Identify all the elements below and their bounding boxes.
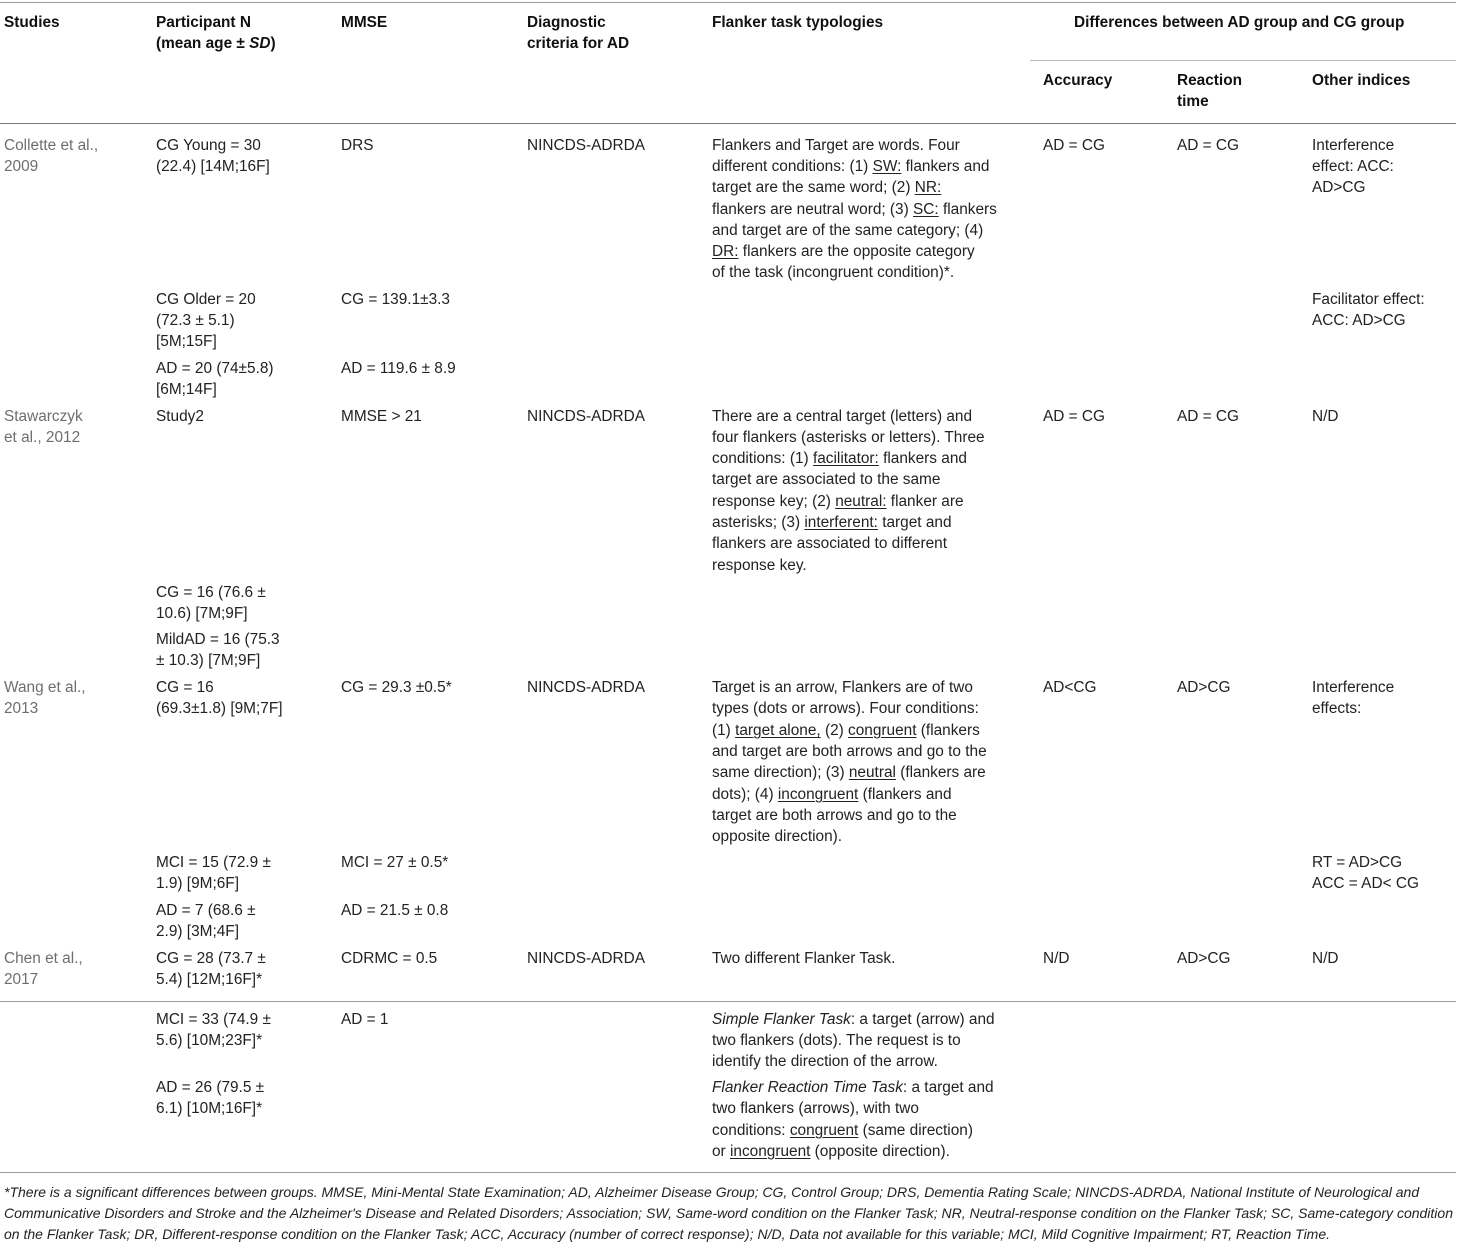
task-line: and target are of the same category; (4) — [712, 222, 984, 239]
participant-cell: CG Young = 30 — [156, 137, 261, 154]
other-cell: RT = AD>CG — [1312, 854, 1403, 871]
participant-cell: ± 10.3) [7M;9F] — [156, 652, 261, 669]
header-reaction-2: time — [1177, 93, 1209, 110]
task-line: or incongruent (opposite direction). — [712, 1143, 950, 1160]
task-line: types (dots or arrows). Four conditions: — [712, 700, 979, 717]
participant-cell: (72.3 ± 5.1) — [156, 312, 235, 329]
participant-cell: (69.3±1.8) [9M;7F] — [156, 700, 283, 717]
study-wang: Wang et al., — [4, 679, 86, 696]
participant-cell: Study2 — [156, 408, 204, 425]
task-line: target are both arrows and go to the — [712, 807, 957, 824]
header-participant: Participant N — [156, 14, 251, 31]
participant-cell: MildAD = 16 (75.3 — [156, 631, 280, 648]
task-line: response key. — [712, 557, 807, 574]
row-divider — [0, 1001, 1456, 1002]
participant-cell: (22.4) [14M;16F] — [156, 158, 270, 175]
other-cell: effect: ACC: — [1312, 158, 1394, 175]
criteria-cell: NINCDS-ADRDA — [527, 408, 645, 425]
accuracy-cell: AD = CG — [1043, 408, 1106, 425]
other-cell: N/D — [1312, 950, 1339, 967]
participant-cell: 2.9) [3M;4F] — [156, 923, 239, 940]
task-line: four flankers (asterisks or letters). Three — [712, 429, 985, 446]
mmse-cell: MCI = 27 ± 0.5* — [341, 854, 449, 871]
task-line: identify the direction of the arrow. — [712, 1053, 938, 1070]
study-wang-year: 2013 — [4, 700, 39, 717]
other-cell: effects: — [1312, 700, 1362, 717]
participant-cell: 5.6) [10M;23F]* — [156, 1032, 263, 1049]
mmse-cell: DRS — [341, 137, 374, 154]
participant-cell: CG = 16 (76.6 ± — [156, 584, 266, 601]
task-line: Two different Flanker Task. — [712, 950, 896, 967]
task-line: conditions: (1) facilitator: flankers and — [712, 450, 967, 467]
header-mmse: MMSE — [341, 14, 388, 31]
criteria-cell: NINCDS-ADRDA — [527, 137, 645, 154]
task-line: target are associated to the same — [712, 471, 941, 488]
header-other: Other indices — [1312, 72, 1411, 89]
participant-cell: CG = 28 (73.7 ± — [156, 950, 266, 967]
other-cell: Interference — [1312, 137, 1395, 154]
mmse-cell: CG = 139.1±3.3 — [341, 291, 450, 308]
participant-cell: 1.9) [9M;6F] — [156, 875, 239, 892]
study-collette: Collette et al., — [4, 137, 99, 154]
participant-cell: 5.4) [12M;16F]* — [156, 971, 263, 988]
other-cell: ACC: AD>CG — [1312, 312, 1406, 329]
other-cell: Interference — [1312, 679, 1395, 696]
header-differences: Differences between AD group and CG group — [1074, 14, 1405, 31]
accuracy-cell: N/D — [1043, 950, 1070, 967]
other-cell: ACC = AD< CG — [1312, 875, 1419, 892]
participant-cell: CG Older = 20 — [156, 291, 256, 308]
rt-cell: AD = CG — [1177, 137, 1240, 154]
task-line: DR: flankers are the opposite category — [712, 243, 975, 260]
study-chen: Chen et al., — [4, 950, 83, 967]
task-line: target are the same word; (2) NR: — [712, 179, 942, 196]
participant-cell: CG = 16 — [156, 679, 214, 696]
task-line: Simple Flanker Task: a target (arrow) and — [712, 1011, 995, 1028]
task-line: Target is an arrow, Flankers are of two — [712, 679, 973, 696]
subheader-rule — [1030, 60, 1456, 61]
participant-cell: 6.1) [10M;16F]* — [156, 1100, 263, 1117]
header-flanker: Flanker task typologies — [712, 14, 884, 31]
task-line: conditions: congruent (same direction) — [712, 1122, 973, 1139]
participant-cell: [6M;14F] — [156, 381, 217, 398]
header-bottom-rule — [0, 123, 1456, 124]
participant-cell: MCI = 33 (74.9 ± — [156, 1011, 271, 1028]
mmse-cell: MMSE > 21 — [341, 408, 422, 425]
task-line: flankers are neutral word; (3) SC: flankers — [712, 201, 997, 218]
mmse-cell: AD = 1 — [341, 1011, 389, 1028]
task-line: response key; (2) neutral: flanker are — [712, 493, 964, 510]
task-line: asterisks; (3) interferent: target and — [712, 514, 952, 531]
participant-cell: AD = 7 (68.6 ± — [156, 902, 256, 919]
header-studies: Studies — [4, 14, 60, 31]
task-line: same direction); (3) neutral (flankers are — [712, 764, 986, 781]
study-collette-year: 2009 — [4, 158, 39, 175]
mmse-cell: AD = 21.5 ± 0.8 — [341, 902, 449, 919]
mmse-cell: CDRMC = 0.5 — [341, 950, 438, 967]
header-diagnostic-2: criteria for AD — [527, 35, 630, 52]
other-cell: AD>CG — [1312, 179, 1366, 196]
accuracy-cell: AD<CG — [1043, 679, 1097, 696]
header-participant-age: (mean age ± SD) — [156, 35, 276, 52]
task-line: dots); (4) incongruent (flankers and — [712, 786, 952, 803]
participant-cell: AD = 26 (79.5 ± — [156, 1079, 265, 1096]
table-bottom-rule — [0, 1172, 1456, 1173]
other-cell: N/D — [1312, 408, 1339, 425]
table-top-rule — [0, 2, 1456, 3]
task-line: and target are both arrows and go to the — [712, 743, 987, 760]
rt-cell: AD = CG — [1177, 408, 1240, 425]
participant-cell: 10.6) [7M;9F] — [156, 605, 248, 622]
criteria-cell: NINCDS-ADRDA — [527, 950, 645, 967]
task-line: There are a central target (letters) and — [712, 408, 973, 425]
mmse-cell: AD = 119.6 ± 8.9 — [341, 360, 456, 377]
other-cell: Facilitator effect: — [1312, 291, 1425, 308]
participant-cell: MCI = 15 (72.9 ± — [156, 854, 271, 871]
task-line: two flankers (arrows), with two — [712, 1100, 919, 1117]
task-line: flankers are associated to different — [712, 535, 947, 552]
participant-cell: [5M;15F] — [156, 333, 217, 350]
table-footnote: *There is a significant differences between groups. MMSE, Mini-Mental State Examination; AD, Alzheimer Disease Group; CG, Control Group; DRS, Dementia Rating Scale; NINCDS-ADRDA, National Institute of Neurological and Communicative Disorders and Stroke and the Alzheimer's Disease and Related Disorders; Association; SW, Same-word condition on the Flanker Task; NR, Neutral-response condition on the Flanker Task; SC, Same-category condition on the Flanker Task; DR, Different-response condition on the Flanker Task; ACC, Accuracy (number of correct response); N/D, Data not available for this variable; MCI, Mild Cognitive Impairment; RT, Reaction Time. — [4, 1184, 1453, 1243]
task-line: of the task (incongruent condition)*. — [712, 264, 955, 281]
task-line: different conditions: (1) SW: flankers and — [712, 158, 990, 175]
header-accuracy: Accuracy — [1043, 72, 1113, 89]
rt-cell: AD>CG — [1177, 950, 1231, 967]
header-diagnostic: Diagnostic — [527, 14, 606, 31]
task-line: Flanker Reaction Time Task: a target and — [712, 1079, 994, 1096]
criteria-cell: NINCDS-ADRDA — [527, 679, 645, 696]
study-stawarczyk: Stawarczyk — [4, 408, 83, 425]
task-line: Flankers and Target are words. Four — [712, 137, 960, 154]
task-line: (1) target alone, (2) congruent (flankers — [712, 722, 980, 739]
mmse-cell: CG = 29.3 ±0.5* — [341, 679, 452, 696]
rt-cell: AD>CG — [1177, 679, 1231, 696]
task-line: two flankers (dots). The request is to — [712, 1032, 961, 1049]
study-chen-year: 2017 — [4, 971, 39, 988]
participant-cell: AD = 20 (74±5.8) — [156, 360, 274, 377]
study-stawarczyk-year: et al., 2012 — [4, 429, 81, 446]
task-line: opposite direction). — [712, 828, 843, 845]
accuracy-cell: AD = CG — [1043, 137, 1106, 154]
header-reaction: Reaction — [1177, 72, 1242, 89]
